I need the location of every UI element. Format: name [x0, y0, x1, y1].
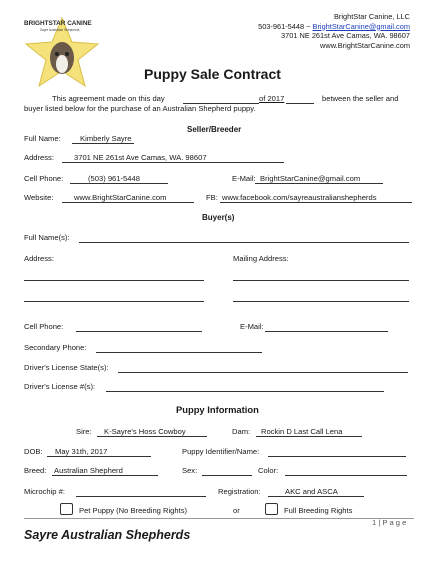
page-title: Puppy Sale Contract: [144, 66, 281, 82]
seller-name-label: Full Name:: [24, 134, 61, 143]
seller-address-label: Address:: [24, 153, 54, 162]
seller-address-value: 3701 NE 261st Ave Camas, WA. 98607: [74, 153, 207, 162]
company-phone-email: [258, 22, 410, 32]
puppy-microchip-line[interactable]: [76, 496, 206, 497]
seller-email-line[interactable]: [255, 183, 383, 184]
buyer-names-label: Full Name(s):: [24, 233, 70, 242]
seller-cell-line[interactable]: [70, 183, 168, 184]
seller-cell-label: Cell Phone:: [24, 174, 64, 183]
puppy-identifier-label: Puppy Identifier/Name:: [182, 447, 260, 456]
seller-fb-line[interactable]: [220, 202, 412, 203]
option-or-text: or: [233, 506, 240, 515]
buyer-dl-number-label: Driver's License #(s):: [24, 382, 96, 391]
footer-rule: [24, 518, 414, 519]
buyer-address-label: Address:: [24, 254, 54, 263]
puppy-registration-value: AKC and ASCA: [285, 487, 338, 496]
puppy-dam-label: Dam:: [232, 427, 251, 436]
puppy-breed-line[interactable]: [52, 475, 158, 476]
seller-email-value: BrightStarCanine@gmail.com: [260, 174, 361, 183]
pet-puppy-option-label: Pet Puppy (No Breeding Rights): [79, 506, 188, 515]
intro-year-blank[interactable]: [286, 103, 314, 104]
company-email-link[interactable]: BrightStarCanine@gmail.com: [312, 21, 410, 31]
puppy-color-label: Color:: [258, 466, 279, 475]
footer-brand: Sayre Australian Shepherds: [24, 528, 191, 542]
intro-year: of 2017: [259, 94, 285, 103]
buyer-names-line[interactable]: [79, 242, 409, 243]
company-info: [258, 12, 410, 50]
buyer-mailing-line-2[interactable]: [233, 301, 409, 302]
buyer-dl-number-line[interactable]: [106, 391, 384, 392]
seller-website-line[interactable]: [62, 202, 194, 203]
logo-subtext: Sayre Australian Shepherds: [40, 28, 80, 32]
buyer-email-line[interactable]: [265, 331, 388, 332]
buyer-mailing-label: Mailing Address:: [233, 254, 289, 263]
buyer-cell-line[interactable]: [76, 331, 202, 332]
puppy-sire-label: Sire:: [76, 427, 92, 436]
buyer-mailing-line-1[interactable]: [233, 280, 409, 281]
puppy-registration-label: Registration:: [218, 487, 261, 496]
buyer-dl-state-label: Driver's License State(s):: [24, 363, 109, 372]
puppy-sire-value: K-Sayre's Hoss Cowboy: [104, 427, 186, 436]
puppy-sire-line[interactable]: [97, 436, 207, 437]
seller-address-line[interactable]: [62, 162, 284, 163]
intro-text-3: buyer listed below for the purchase of an Australian Shepherd puppy.: [24, 104, 256, 113]
company-website[interactable]: www.BrightStarCanine.com: [320, 40, 410, 50]
puppy-dob-line[interactable]: [47, 456, 151, 457]
puppy-color-line[interactable]: [285, 475, 407, 476]
buyer-heading: Buyer(s): [202, 213, 235, 222]
logo-text: BRIGHTSTAR CANINE: [24, 20, 92, 27]
puppy-dob-label: DOB:: [24, 447, 43, 456]
puppy-microchip-label: Microchip #:: [24, 487, 65, 496]
puppy-heading: Puppy Information: [176, 404, 259, 415]
seller-fb-value: www.facebook.com/sayreaustralianshepherds: [222, 193, 377, 202]
company-name: BrightStar Canine, LLC: [334, 12, 410, 21]
page-number: 1 | P a g e: [372, 518, 407, 527]
intro-text-2: between the seller and: [322, 94, 399, 103]
buyer-address-line-1[interactable]: [24, 280, 204, 281]
puppy-dam-value: Rockin D Last Call Lena: [261, 427, 343, 436]
pet-puppy-checkbox[interactable]: [60, 503, 73, 515]
company-address: 3701 NE 261st Ave Camas, WA. 98607: [281, 31, 410, 41]
puppy-registration-line[interactable]: [268, 496, 364, 497]
seller-heading: Seller/Breeder: [187, 125, 242, 134]
buyer-dl-state-line[interactable]: [118, 372, 408, 373]
seller-fb-label: FB:: [206, 193, 218, 202]
company-phone: 503-961-5448 ~: [258, 21, 313, 31]
buyer-email-label: E-Mail:: [240, 322, 264, 331]
puppy-dob-value: May 31th, 2017: [55, 447, 108, 456]
buyer-secondary-line[interactable]: [96, 352, 262, 353]
buyer-address-line-2[interactable]: [24, 301, 204, 302]
seller-name-line[interactable]: [72, 143, 134, 144]
puppy-sex-label: Sex:: [182, 466, 198, 475]
full-breeding-option-label: Full Breeding Rights: [284, 506, 353, 515]
buyer-cell-label: Cell Phone:: [24, 322, 64, 331]
puppy-breed-label: Breed:: [24, 466, 47, 475]
intro-text-1: This agreement made on this day: [52, 94, 165, 103]
seller-name-value: Kimberly Sayre: [80, 134, 132, 143]
puppy-breed-value: Australian Shepherd: [54, 466, 123, 475]
puppy-dam-line[interactable]: [256, 436, 362, 437]
puppy-identifier-line[interactable]: [268, 456, 406, 457]
seller-email-label: E-Mail:: [232, 174, 256, 183]
seller-cell-value: (503) 961-5448: [88, 174, 140, 183]
full-breeding-checkbox[interactable]: [265, 503, 278, 515]
buyer-secondary-label: Secondary Phone:: [24, 343, 87, 352]
seller-website-value: www.BrightStarCanine.com: [74, 193, 167, 202]
seller-website-label: Website:: [24, 193, 54, 202]
puppy-sex-line[interactable]: [202, 475, 252, 476]
brightstar-logo: [22, 14, 102, 90]
